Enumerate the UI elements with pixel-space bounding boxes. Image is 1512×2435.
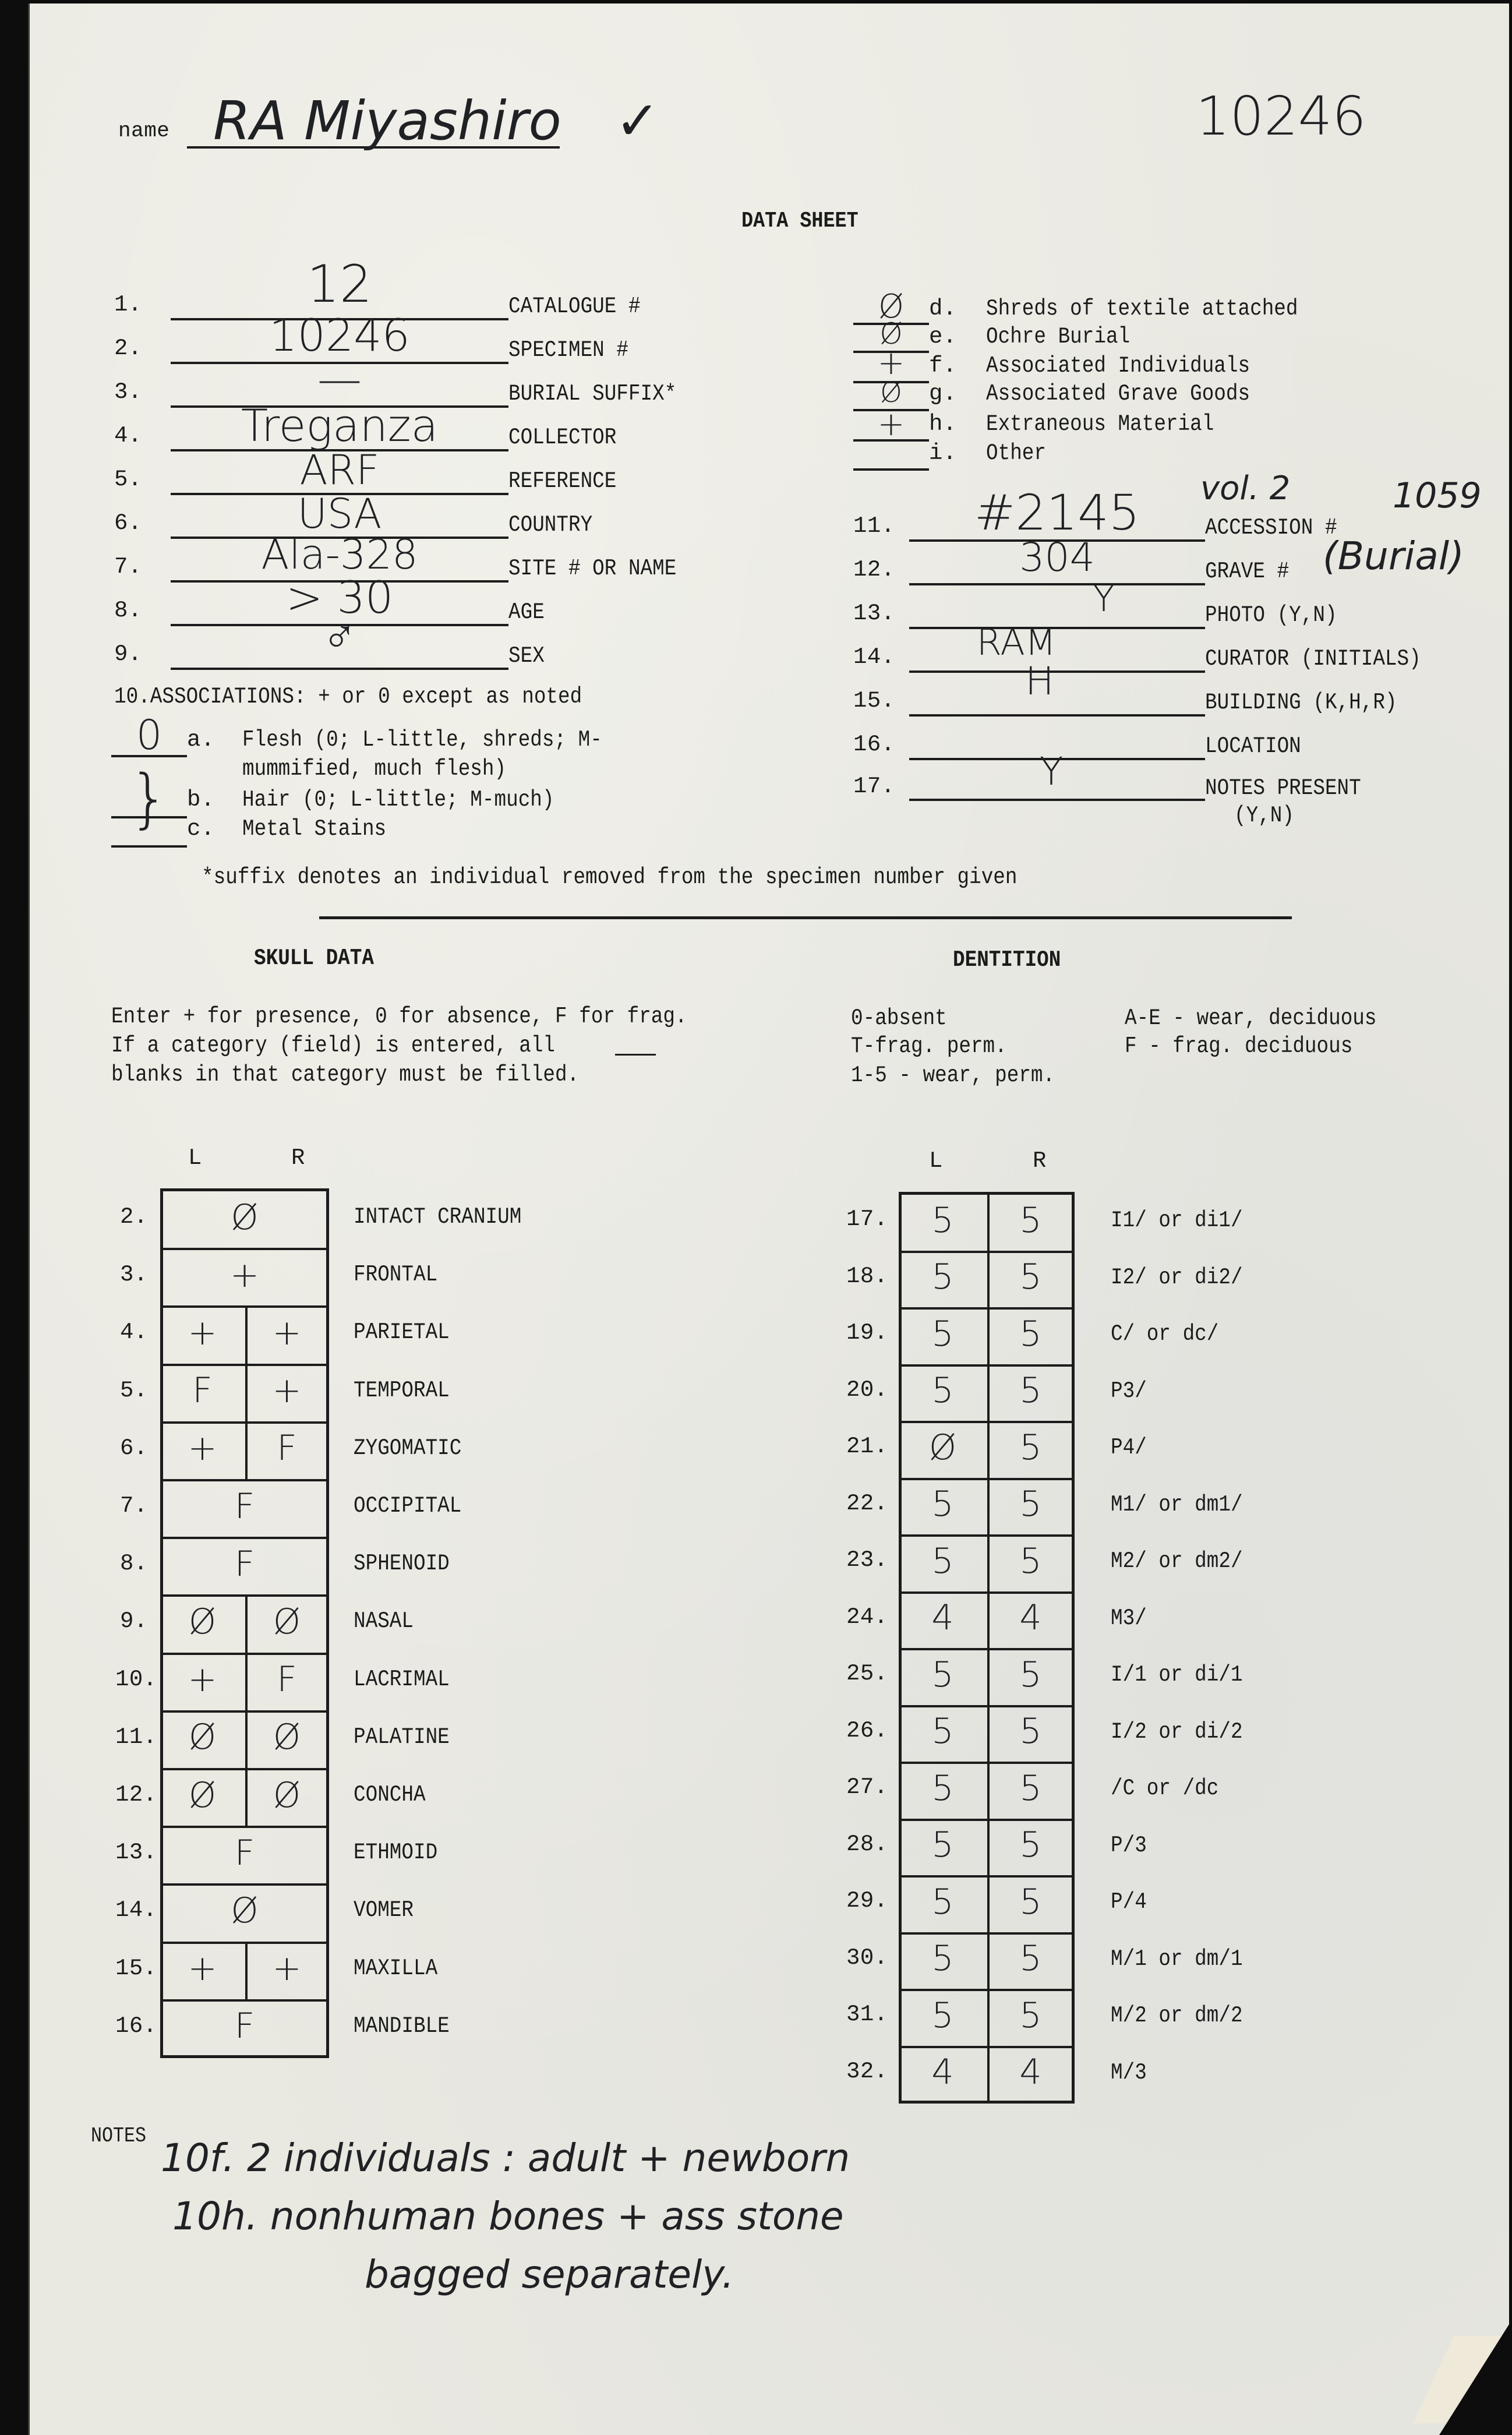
field-number: 13. xyxy=(853,601,895,626)
dentition-row-number: 28. xyxy=(846,1831,888,1857)
notes-line-3[interactable]: bagged separately. xyxy=(365,2252,734,2297)
dentition-row-number: 25. xyxy=(846,1661,888,1686)
field-number: 17. xyxy=(853,774,895,799)
dentition-col-left: L xyxy=(929,1148,943,1174)
dentition-row-label: P3/ xyxy=(1111,1378,1147,1404)
skull-row-number: 3. xyxy=(120,1262,148,1288)
skull-col-right: R xyxy=(291,1145,305,1171)
skull-row-number: 8. xyxy=(120,1551,148,1577)
field-label: SITE # OR NAME xyxy=(508,556,677,581)
field-number: 3. xyxy=(114,379,142,405)
notes-line-1[interactable]: 10f. 2 individuals : adult + newborn xyxy=(161,2136,850,2180)
dentition-row-label: I/1 or di/1 xyxy=(1111,1662,1243,1688)
skull-row-number: 13. xyxy=(115,1840,157,1866)
skull-row-label: OCCIPITAL xyxy=(354,1493,462,1519)
tooth-cell-left[interactable]: 4 xyxy=(931,1597,954,1639)
sex-value[interactable]: ♂ xyxy=(322,609,357,664)
specimen-number-top: 10246 xyxy=(1196,85,1366,147)
assoc-label: Extraneous Material xyxy=(986,411,1214,437)
tooth-cell-right[interactable]: 5 xyxy=(1019,1484,1042,1525)
dentition-row-label: I2/ or di2/ xyxy=(1111,1264,1243,1290)
assoc-label: Ochre Burial xyxy=(986,324,1131,350)
assoc-value-a[interactable]: 0 xyxy=(136,711,162,759)
field-label: AGE xyxy=(508,599,545,625)
notes-present-value[interactable]: Y xyxy=(1039,749,1064,794)
field-number: 4. xyxy=(114,423,142,449)
skull-cell-right[interactable]: Ø xyxy=(273,1774,301,1816)
field-label: PHOTO (Y,N) xyxy=(1205,602,1337,628)
tooth-cell-left[interactable]: Ø xyxy=(928,1427,957,1468)
dentition-row-label: M2/ or dm2/ xyxy=(1111,1548,1243,1574)
skull-row-label: SPHENOID xyxy=(354,1551,450,1577)
field-label: BURIAL SUFFIX* xyxy=(508,381,677,407)
tooth-cell-left[interactable]: 5 xyxy=(931,1938,954,1979)
assoc-letter: c. xyxy=(187,816,215,842)
field-label: SEX xyxy=(508,643,545,669)
field-number: 5. xyxy=(114,467,142,492)
skull-cell[interactable]: F xyxy=(234,1485,255,1527)
dentition-row-label: C/ or dc/ xyxy=(1111,1321,1219,1347)
field-number: 2. xyxy=(114,336,142,361)
dentition-row-label: M1/ or dm1/ xyxy=(1111,1491,1243,1518)
dentition-legend-1b: A-E - wear, deciduous xyxy=(1125,1005,1377,1031)
dentition-legend-1a: 0-absent xyxy=(851,1005,947,1031)
catalogue-value[interactable]: 12 xyxy=(307,254,372,314)
assoc-label: Other xyxy=(986,440,1046,466)
assoc-letter: h. xyxy=(929,411,957,437)
photo-value[interactable]: Y xyxy=(1093,577,1115,620)
skull-row-number: 14. xyxy=(115,1897,157,1924)
skull-cell[interactable]: + xyxy=(229,1254,260,1296)
dentition-row-label: P/3 xyxy=(1111,1832,1147,1858)
collector-value[interactable]: Treganza xyxy=(241,400,439,451)
skull-cell-right[interactable]: F xyxy=(277,1428,297,1469)
skull-row-label: INTACT CRANIUM xyxy=(354,1204,522,1230)
associations-heading: 10.ASSOCIATIONS: + or 0 except as noted xyxy=(114,684,582,710)
skull-row-number: 12. xyxy=(115,1782,157,1808)
dentition-row-label: P4/ xyxy=(1111,1435,1147,1460)
skull-data-title: SKULL DATA xyxy=(254,945,374,971)
suffix-footnote: *suffix denotes an individual removed from the specimen number given xyxy=(202,864,1018,890)
dentition-row-label: I1/ or di1/ xyxy=(1111,1208,1243,1233)
field-number: 16. xyxy=(853,732,895,757)
skull-cell-left[interactable]: F xyxy=(192,1370,213,1411)
skull-instruction-1: Enter + for presence, 0 for absence, F for frag. xyxy=(111,1004,687,1029)
dentition-title: DENTITION xyxy=(953,947,1061,973)
tooth-cell-right[interactable]: 5 xyxy=(1019,1654,1042,1695)
tooth-cell-right[interactable]: 5 xyxy=(1019,1313,1042,1354)
field-number: 7. xyxy=(114,554,142,580)
tooth-cell-left[interactable]: 5 xyxy=(931,1199,954,1241)
reference-value[interactable]: ARF xyxy=(299,446,380,494)
country-value[interactable]: USA xyxy=(297,490,382,538)
dentition-row-number: 20. xyxy=(846,1377,888,1403)
skull-cell-left[interactable]: + xyxy=(188,1312,217,1353)
assoc-label-flesh-cont: mummified, much flesh) xyxy=(242,756,507,782)
skull-row-label: LACRIMAL xyxy=(354,1666,450,1692)
all-underline xyxy=(615,1054,656,1056)
assoc-letter: b. xyxy=(187,787,215,813)
skull-instruction-2: If a category (field) is entered, all xyxy=(111,1033,556,1058)
tooth-cell-right[interactable]: 5 xyxy=(1019,1199,1042,1241)
dentition-col-right: R xyxy=(1033,1148,1047,1174)
section-divider xyxy=(319,916,1292,919)
skull-cell-right[interactable]: + xyxy=(272,1312,302,1353)
assoc-letter: i. xyxy=(929,440,957,466)
field-label: LOCATION xyxy=(1205,733,1301,759)
tooth-cell-left[interactable]: 5 xyxy=(931,1881,954,1922)
specimen-value[interactable]: 10246 xyxy=(269,309,410,361)
assoc-label: Shreds of textile attached xyxy=(986,296,1298,322)
age-value[interactable]: > 30 xyxy=(285,571,394,623)
skull-instruction-3: blanks in that category must be filled. xyxy=(111,1062,580,1088)
dentition-row-number: 23. xyxy=(846,1547,888,1573)
field-label: NOTES PRESENT xyxy=(1205,775,1361,801)
tooth-cell-right[interactable]: 5 xyxy=(1019,1825,1042,1866)
field-label: COLLECTOR xyxy=(508,425,617,450)
skull-cell[interactable]: F xyxy=(234,2006,255,2047)
notes-line-2[interactable]: 10h. nonhuman bones + ass stone xyxy=(172,2194,844,2239)
burial-suffix-value[interactable]: — xyxy=(317,353,362,405)
field-line xyxy=(909,714,1205,717)
tooth-cell-right[interactable]: 4 xyxy=(1019,1597,1042,1639)
tooth-cell-right[interactable]: 5 xyxy=(1019,1938,1042,1979)
skull-row-label: PARIETAL xyxy=(354,1319,450,1346)
notes-label: NOTES xyxy=(91,2124,147,2148)
skull-cell-right[interactable]: + xyxy=(272,1948,302,1989)
field-label: BUILDING (K,H,R) xyxy=(1205,690,1397,715)
data-sheet-page xyxy=(28,3,1509,2435)
skull-cell-right[interactable]: + xyxy=(272,1370,302,1411)
field-number: 1. xyxy=(114,292,142,317)
skull-cell-left[interactable]: Ø xyxy=(188,1774,217,1816)
tooth-cell-left[interactable]: 5 xyxy=(931,1995,954,2036)
skull-row-number: 5. xyxy=(120,1377,148,1403)
skull-cell-right[interactable]: Ø xyxy=(273,1717,301,1758)
name-value[interactable]: RA Miyashiro xyxy=(213,90,561,152)
tooth-cell-right[interactable]: 4 xyxy=(1019,2052,1042,2093)
field-label: REFERENCE xyxy=(508,468,617,494)
dentition-row-label: M/3 xyxy=(1111,2059,1147,2085)
tooth-cell-right[interactable]: 5 xyxy=(1019,1257,1042,1298)
assoc-label-hair: Hair (0; L-little; M-much) xyxy=(242,787,554,813)
site-value[interactable]: Ala-328 xyxy=(261,531,418,578)
field-number: 14. xyxy=(853,644,895,670)
assoc-label: Associated Grave Goods xyxy=(986,381,1250,407)
assoc-value-bc-brace[interactable]: } xyxy=(129,761,169,835)
accession-extra-note: 1059 xyxy=(1393,475,1482,516)
skull-row-number: 6. xyxy=(120,1435,148,1461)
assoc-line xyxy=(853,468,929,471)
grave-goods-value[interactable]: Ø xyxy=(880,376,902,409)
individuals-value[interactable]: + xyxy=(877,344,905,382)
tooth-cell-left[interactable]: 5 xyxy=(931,1654,954,1695)
field-label: GRAVE # xyxy=(1205,559,1290,584)
field-label: CURATOR (INITIALS) xyxy=(1205,646,1421,672)
dentition-row-number: 19. xyxy=(846,1320,888,1346)
skull-row-number: 2. xyxy=(120,1204,148,1230)
dentition-row-label: M3/ xyxy=(1111,1605,1147,1631)
tooth-cell-right[interactable]: 5 xyxy=(1019,1711,1042,1752)
skull-row-label: CONCHA xyxy=(354,1782,426,1808)
skull-cell[interactable]: Ø xyxy=(231,1890,259,1931)
tooth-cell-left[interactable]: 5 xyxy=(931,1370,954,1411)
assoc-letter: f. xyxy=(929,353,957,379)
grave-value[interactable]: 304 xyxy=(1019,535,1095,581)
skull-row-label: ETHMOID xyxy=(354,1840,438,1866)
tooth-cell-left[interactable]: 5 xyxy=(931,1825,954,1866)
assoc-letter: g. xyxy=(929,381,957,407)
tooth-cell-right[interactable]: 5 xyxy=(1019,1995,1042,2036)
skull-row-label: TEMPORAL xyxy=(354,1377,450,1403)
check-icon: ✓ xyxy=(615,90,660,152)
field-number: 9. xyxy=(114,641,142,667)
dentition-legend-3a: 1-5 - wear, perm. xyxy=(851,1063,1055,1088)
skull-row-label: NASAL xyxy=(354,1608,414,1635)
assoc-letter: d. xyxy=(929,296,957,322)
skull-row-number: 11. xyxy=(115,1724,157,1750)
skull-cell[interactable]: F xyxy=(234,1832,255,1873)
skull-row-label: ZYGOMATIC xyxy=(354,1435,462,1461)
skull-cell[interactable]: Ø xyxy=(231,1197,259,1238)
assoc-letter: a. xyxy=(187,727,215,753)
assoc-label: Associated Individuals xyxy=(986,353,1250,379)
skull-cell-left[interactable]: Ø xyxy=(188,1601,217,1642)
skull-row-label: FRONTAL xyxy=(354,1262,438,1288)
skull-row-label: MAXILLA xyxy=(354,1955,438,1981)
skull-row-label: VOMER xyxy=(354,1897,414,1924)
skull-row-number: 15. xyxy=(115,1955,157,1981)
dentition-row-number: 18. xyxy=(846,1263,888,1289)
field-number: 8. xyxy=(114,598,142,623)
extraneous-value[interactable]: + xyxy=(877,405,905,443)
assoc-label-metal: Metal Stains xyxy=(242,816,387,842)
tooth-cell-right[interactable]: 5 xyxy=(1019,1540,1042,1582)
accession-value[interactable]: #2145 xyxy=(974,484,1140,541)
dentition-row-number: 32. xyxy=(846,2058,888,2084)
assoc-line-c xyxy=(111,845,187,848)
dentition-row-number: 31. xyxy=(846,2002,888,2027)
tooth-cell-left[interactable]: 5 xyxy=(931,1711,954,1752)
tooth-cell-left[interactable]: 5 xyxy=(931,1484,954,1525)
dentition-row-label: M/2 or dm/2 xyxy=(1111,2003,1243,2028)
field-label-cont: (Y,N) xyxy=(1234,803,1294,828)
dentition-row-label: M/1 or dm/1 xyxy=(1111,1946,1243,1972)
dentition-row-label: I/2 or di/2 xyxy=(1111,1718,1243,1745)
tooth-cell-left[interactable]: 5 xyxy=(931,1540,954,1582)
skull-row-number: 10. xyxy=(115,1666,157,1692)
skull-row-number: 16. xyxy=(115,2013,157,2039)
page-corner-shadow xyxy=(1439,2324,1509,2435)
skull-cell-left[interactable]: + xyxy=(188,1948,217,1989)
field-number: 11. xyxy=(853,513,895,539)
tooth-cell-right[interactable]: 5 xyxy=(1019,1767,1042,1809)
skull-row-number: 9. xyxy=(120,1608,148,1635)
tooth-cell-left[interactable]: 4 xyxy=(931,2052,954,2093)
dentition-row-number: 26. xyxy=(846,1717,888,1744)
assoc-label-flesh: Flesh (0; L-little, shreds; M- xyxy=(242,727,602,753)
skull-row-label: PALATINE xyxy=(354,1724,450,1750)
dentition-row-number: 27. xyxy=(846,1774,888,1800)
tooth-cell-right[interactable]: 5 xyxy=(1019,1370,1042,1411)
skull-cell-right[interactable]: Ø xyxy=(273,1601,301,1642)
grave-burial-note: (Burial) xyxy=(1323,534,1464,578)
dentition-row-number: 22. xyxy=(846,1490,888,1516)
dentition-row-number: 24. xyxy=(846,1604,888,1630)
tooth-cell-left[interactable]: 5 xyxy=(931,1313,954,1354)
building-value[interactable]: H xyxy=(1025,659,1054,704)
skull-row-number: 7. xyxy=(120,1493,148,1519)
skull-cell[interactable]: F xyxy=(234,1543,255,1584)
dentition-legend-2a: T-frag. perm. xyxy=(851,1033,1007,1059)
dentition-row-label: P/4 xyxy=(1111,1889,1147,1915)
dentition-row-number: 17. xyxy=(846,1206,888,1232)
page-title: DATA SHEET xyxy=(741,209,859,234)
accession-volume-note: vol. 2 xyxy=(1200,470,1291,507)
name-label: name xyxy=(118,119,170,143)
dentition-row-label: /C or /dc xyxy=(1111,1776,1219,1801)
field-label: ACCESSION # xyxy=(1205,515,1337,541)
skull-row-label: MANDIBLE xyxy=(354,2013,450,2039)
field-number: 15. xyxy=(853,688,895,714)
dentition-row-number: 21. xyxy=(846,1434,888,1459)
dentition-row-number: 30. xyxy=(846,1945,888,1971)
skull-cell-left[interactable]: Ø xyxy=(188,1717,217,1758)
field-line xyxy=(171,668,508,670)
field-label: CATALOGUE # xyxy=(508,294,641,319)
field-label: COUNTRY xyxy=(508,512,593,538)
tooth-cell-left[interactable]: 5 xyxy=(931,1257,954,1298)
tooth-cell-right[interactable]: 5 xyxy=(1019,1427,1042,1468)
skull-col-left: L xyxy=(188,1145,202,1171)
field-line xyxy=(909,799,1205,801)
skull-cell-right[interactable]: F xyxy=(277,1659,297,1700)
assoc-letter: e. xyxy=(929,324,957,350)
tooth-cell-right[interactable]: 5 xyxy=(1019,1881,1042,1922)
skull-cell-left[interactable]: + xyxy=(188,1428,217,1469)
skull-cell-left[interactable]: + xyxy=(188,1659,217,1700)
dentition-legend-2b: F - frag. deciduous xyxy=(1125,1033,1353,1059)
skull-row-number: 4. xyxy=(120,1319,148,1346)
field-label: SPECIMEN # xyxy=(508,337,628,363)
textile-value[interactable]: Ø xyxy=(878,288,905,326)
field-number: 12. xyxy=(853,557,895,583)
tooth-cell-left[interactable]: 5 xyxy=(931,1767,954,1809)
ochre-value[interactable]: Ø xyxy=(879,317,903,351)
curator-value[interactable]: RAM xyxy=(976,621,1057,664)
field-number: 6. xyxy=(114,510,142,536)
dentition-row-number: 29. xyxy=(846,1888,888,1914)
